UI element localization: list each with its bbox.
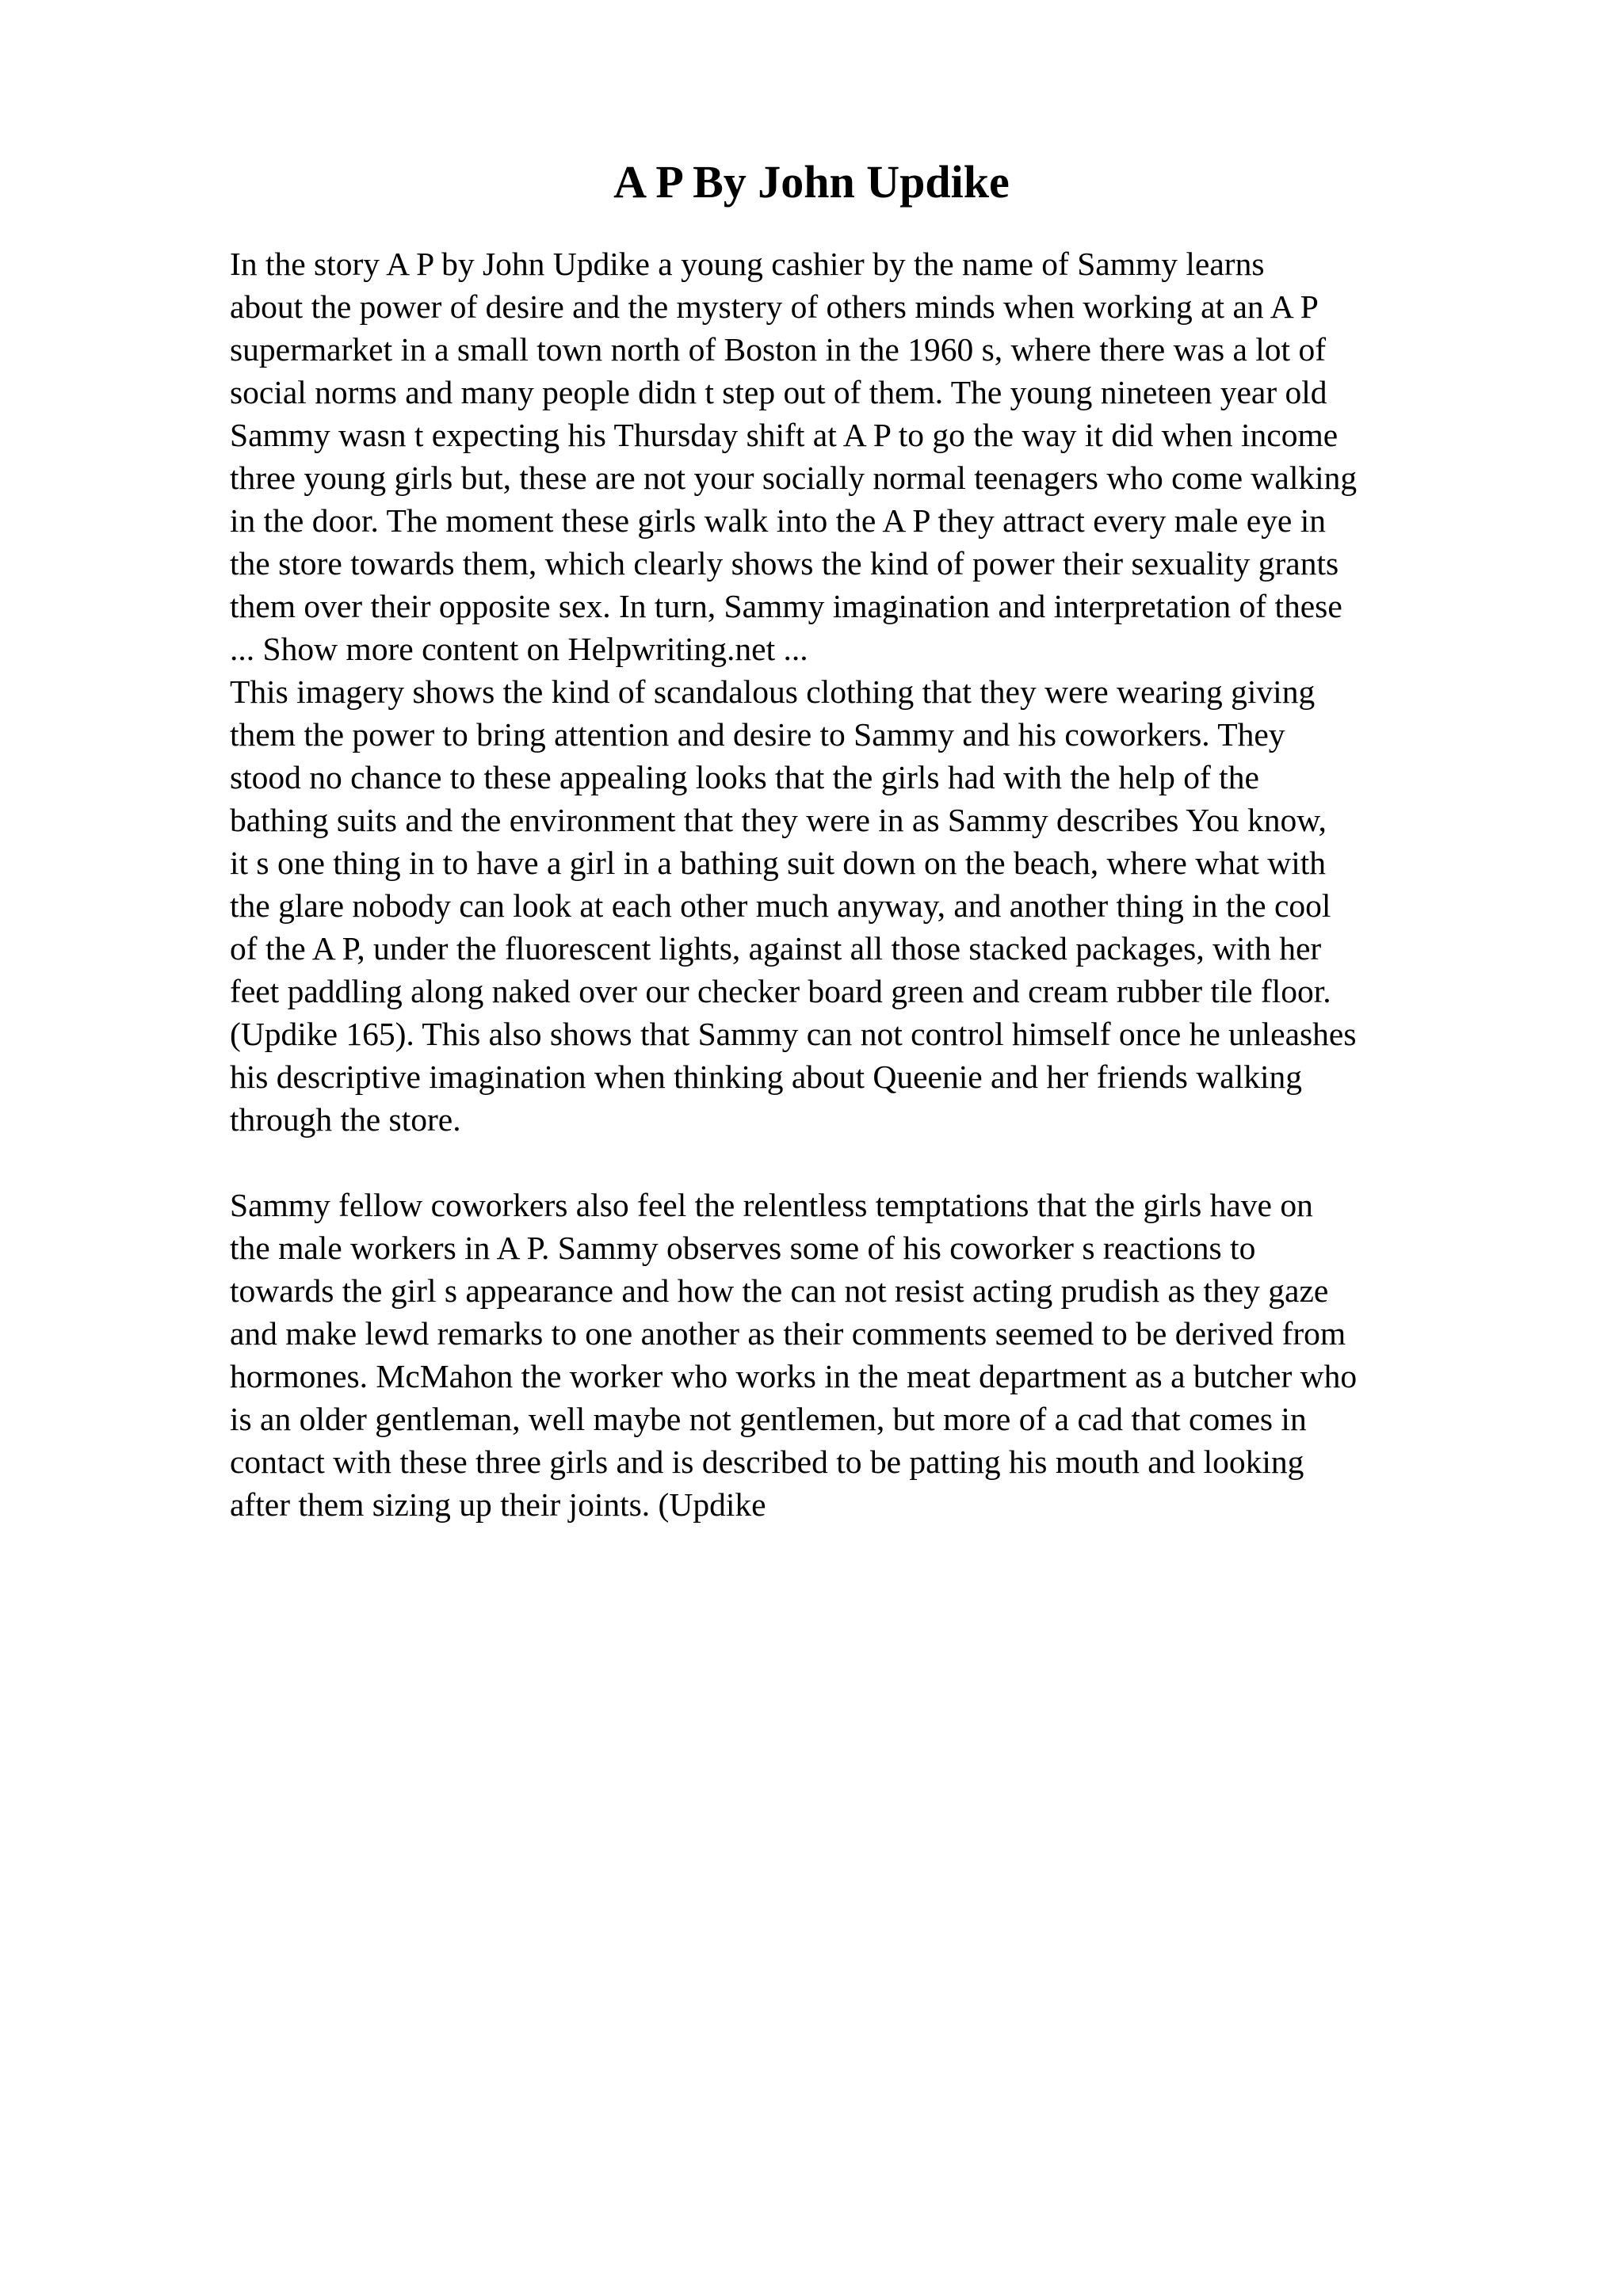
- text-line: it s one thing in to have a girl in a bathing suit down on the beach, where what with: [230, 845, 1327, 881]
- text-line: the male workers in A P. Sammy observes some of his coworker s reactions to: [230, 1230, 1256, 1266]
- text-line: them the power to bring attention and desire to Sammy and his coworkers. They: [230, 716, 1285, 753]
- text-line: feet paddling along naked over our checker board green and cream rubber tile floor.: [230, 973, 1331, 1009]
- text-line: and make lewd remarks to one another as their comments seemed to be derived from: [230, 1315, 1346, 1352]
- text-line: bathing suits and the environment that they were in as Sammy describes You know,: [230, 802, 1327, 838]
- show-more-text: ... Show more content on Helpwriting.net ...: [230, 631, 808, 667]
- paragraph-spacer: [230, 1141, 1593, 1184]
- text-line: is an older gentleman, well maybe not gentlemen, but more of a cad that comes in: [230, 1401, 1307, 1437]
- text-line: three young girls but, these are not your socially normal teenagers who come walking: [230, 460, 1358, 496]
- text-line: supermarket in a small town north of Boston in the 1960 s, where there was a lot of: [230, 331, 1327, 368]
- paragraph-1: [230, 242, 1593, 670]
- text-line: them over their opposite sex. In turn, Sammy imagination and interpretation of these: [230, 588, 1342, 624]
- text-line: stood no chance to these appealing looks that the girls had with the help of the: [230, 759, 1259, 795]
- text-line: contact with these three girls and is described to be patting his mouth and looking: [230, 1444, 1304, 1480]
- text-line: through the store.: [230, 1101, 461, 1138]
- text-line: social norms and many people didn t step out of them. The young nineteen year old: [230, 374, 1327, 410]
- text-line: the glare nobody can look at each other much anyway, and another thing in the cool: [230, 887, 1331, 924]
- text-line: Sammy fellow coworkers also feel the relentless temptations that the girls have on: [230, 1187, 1313, 1223]
- text-line: his descriptive imagination when thinking about Queenie and her friends walking: [230, 1058, 1303, 1095]
- paragraph-3: [230, 1184, 1593, 1526]
- text-line: In the story A P by John Updike a young cashier by the name of Sammy learns: [230, 246, 1265, 282]
- paragraph-2: [230, 670, 1593, 1141]
- text-line: towards the girl s appearance and how the can not resist acting prudish as they gaze: [230, 1272, 1329, 1309]
- text-line: Sammy wasn t expecting his Thursday shift at A P to go the way it did when income: [230, 417, 1338, 453]
- text-line: This imagery shows the kind of scandalous clothing that they were wearing giving: [230, 673, 1316, 710]
- text-line: in the door. The moment these girls walk into the A P they attract every male eye in: [230, 502, 1326, 539]
- document-body: [230, 242, 1593, 1526]
- document-title: A P By John Updike: [613, 156, 1010, 208]
- text-line: (Updike 165). This also shows that Sammy can not control himself once he unleashes: [230, 1016, 1357, 1052]
- text-line: after them sizing up their joints. (Updike: [230, 1486, 766, 1523]
- text-line: of the A P, under the fluorescent lights, against all those stacked packages, with her: [230, 930, 1322, 967]
- text-line: about the power of desire and the mystery of others minds when working at an A P: [230, 288, 1319, 325]
- text-line: hormones. McMahon the worker who works in the meat department as a butcher who: [230, 1358, 1358, 1394]
- text-line: the store towards them, which clearly shows the kind of power their sexuality grants: [230, 545, 1339, 582]
